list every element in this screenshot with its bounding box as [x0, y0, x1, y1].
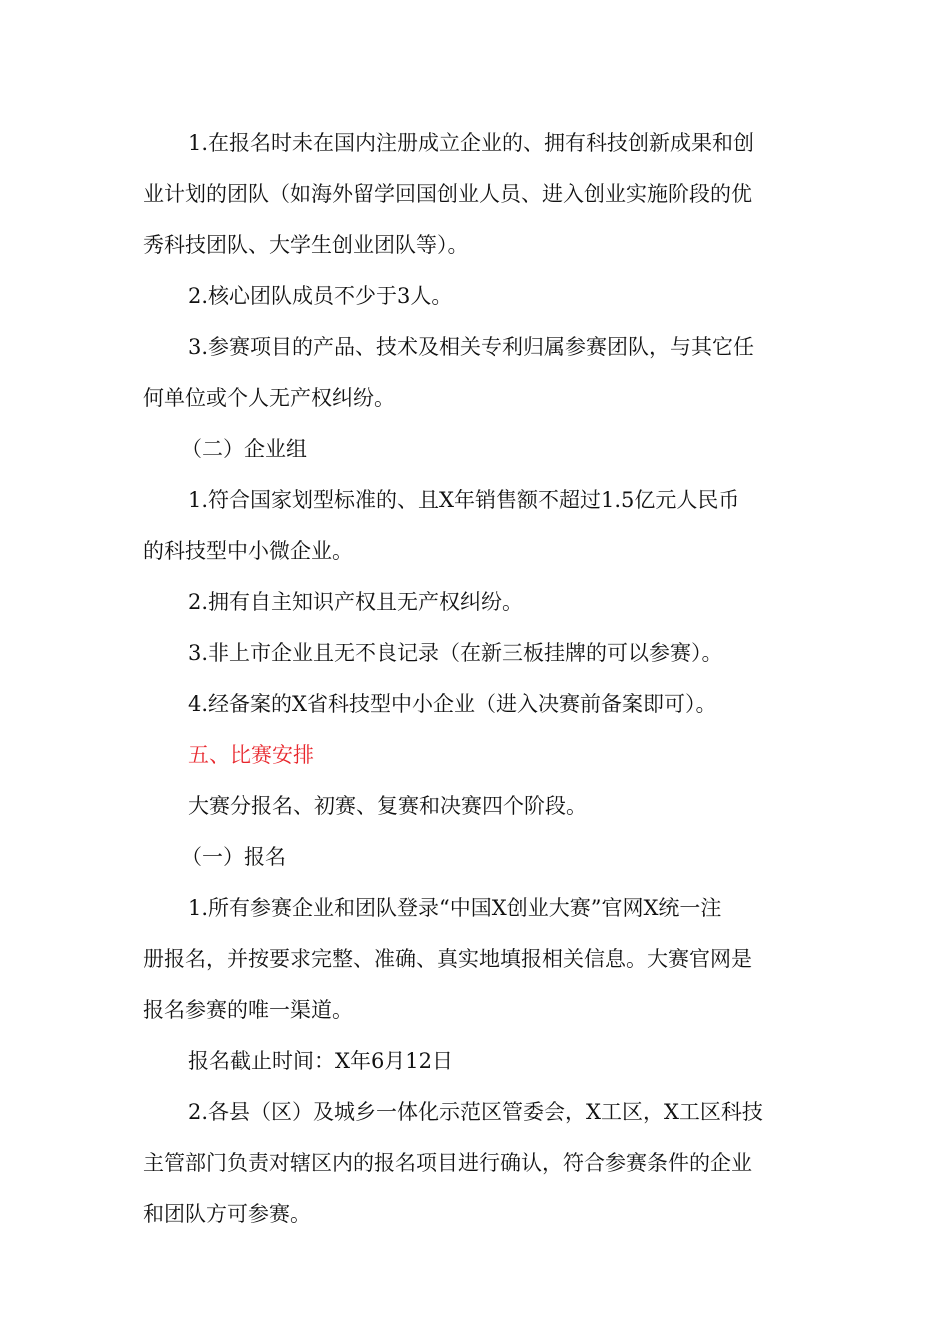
paragraph-line: 报名参赛的唯一渠道。 [143, 998, 353, 1022]
paragraph-line: 3.非上市企业且无不良记录（在新三板挂牌的可以参赛）。 [188, 641, 723, 665]
paragraph-line: 2.核心团队成员不少于3人。 [188, 284, 453, 308]
paragraph-line: 1.符合国家划型标准的、且X年销售额不超过1.5亿元人民币 [188, 488, 740, 512]
paragraph-line: 何单位或个人无产权纠纷。 [143, 386, 395, 410]
paragraph-line: 的科技型中小微企业。 [143, 539, 353, 563]
paragraph-line: 1.所有参赛企业和团队登录“中国X创业大赛”官网X统一注 [188, 896, 722, 920]
paragraph-line: 业计划的团队（如海外留学回国创业人员、进入创业实施阶段的优 [143, 182, 752, 206]
paragraph-line: 秀科技团队、大学生创业团队等）。 [143, 233, 469, 257]
section-heading: 五、比赛安排 [188, 743, 314, 767]
paragraph-line: 4.经备案的X省科技型中小企业（进入决赛前备案即可）。 [188, 692, 717, 716]
paragraph-line: 大赛分报名、初赛、复赛和决赛四个阶段。 [188, 794, 587, 818]
paragraph-line: 2.各县（区）及城乡一体化示范区管委会，X工区，X工区科技 [188, 1100, 763, 1124]
paragraph-line: 3.参赛项目的产品、技术及相关专利归属参赛团队，与其它任 [188, 335, 755, 359]
deadline-line: 报名截止时间：X年6月12日 [188, 1049, 454, 1073]
paragraph-line: 和团队方可参赛。 [143, 1202, 311, 1226]
subsection-heading: （二）企业组 [181, 437, 307, 461]
paragraph-line: 册报名，并按要求完整、准确、真实地填报相关信息。大赛官网是 [143, 947, 752, 971]
paragraph-line: 2.拥有自主知识产权且无产权纠纷。 [188, 590, 524, 614]
subsection-heading: （一）报名 [181, 845, 286, 869]
paragraph-line: 1.在报名时未在国内注册成立企业的、拥有科技创新成果和创 [188, 131, 755, 155]
document-page [143, 118, 803, 1240]
paragraph-line: 主管部门负责对辖区内的报名项目进行确认，符合参赛条件的企业 [143, 1151, 752, 1175]
